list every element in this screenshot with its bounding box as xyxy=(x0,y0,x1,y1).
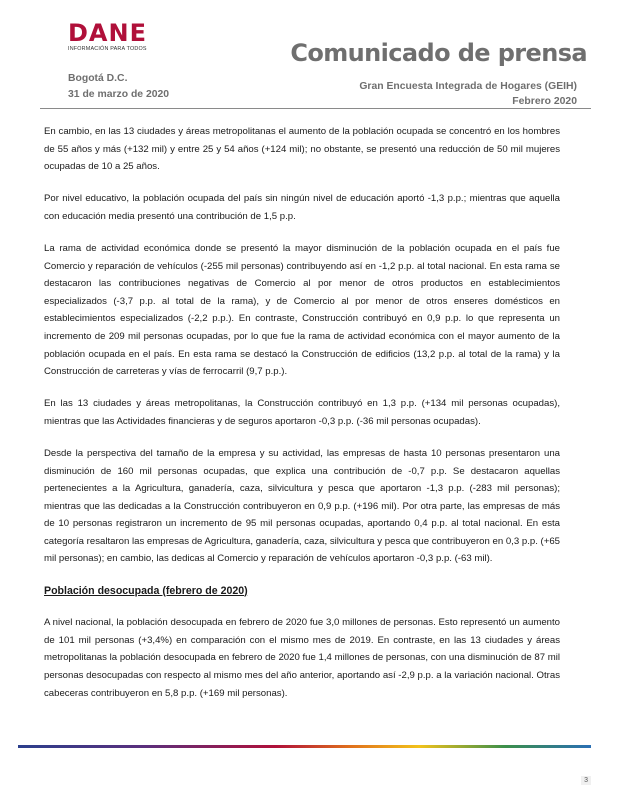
logo-wordmark: DANE xyxy=(68,19,147,47)
header-date: 31 de marzo de 2020 xyxy=(68,89,170,100)
header-divider xyxy=(40,108,591,109)
page-number: 3 xyxy=(581,776,591,785)
footer-color-band xyxy=(18,745,591,748)
body-paragraph: Por nivel educativo, la población ocupada del país sin ningún nivel de educación aportó -1,3 p.p.; mientras que aquella con educación media presentó una contribución de 1,5 p.p. xyxy=(44,193,560,222)
body-paragraph: En cambio, en las 13 ciudades y áreas metropolitanas el aumento de la población ocupada se concentró en los hombres de 55 años y más (+132 mil) y entre 25 y 54 años (+124 mil); no obstante, se presentó una reducción de 50 mil mujeres ocupadas de 10 a 25 años. xyxy=(44,126,560,173)
header-survey: Gran Encuesta Integrada de Hogares (GEIH) xyxy=(359,81,577,92)
body-paragraph: En las 13 ciudades y áreas metropolitanas, la Construcción contribuyó en 1,3 p.p. (+134 mil personas ocupadas), mientras que las Actividades financieras y de seguros aportaron -0,3 p.p. (-36 mil personas ocupadas). xyxy=(44,398,560,427)
header-period: Febrero 2020 xyxy=(512,96,577,107)
body-paragraph: La rama de actividad económica donde se presentó la mayor disminución de la población ocupada en el país fue Comercio y reparación de vehículos (-255 mil personas) contribuyendo así en -1,2 p.p. al total nacional. En esta rama se destacaron las contribuciones negativas de Comercio al por menor de otros productos en establecimientos especializados (-3,7 p.p. al total de la rama), y de Comercio al por menor de otros enseres domésticos en establecimientos especializados (-2,2 p.p.). En contraste, Construcción contribuyó en 0,9 p.p. lo que representa un incremento de 209 mil personas ocupadas, por lo que fue la rama de actividad económica con el mayor aumento de la población ocupada en el país. En esta rama se destacó la Construcción de edificios (13,2 p.p. al total de la rama) y la Construcción de carreteras y vías de ferrocarril (9,7 p.p.). xyxy=(44,242,560,378)
header-meta-right xyxy=(359,79,577,109)
body-paragraph: Desde la perspectiva del tamaño de la empresa y su actividad, las empresas de hasta 10 personas presentaron una disminución de 160 mil personas ocupadas, que explica una contribución de -0,7 p.p. Se destacaron aquellas pertenecientes a la Agricultura, ganadería, caza, silvicultura y pesca que aportaron -1,3 p.p. (-283 mil personas); mientras que las dedicadas a la Construcción contribuyeron en 0,9 p.p. (+196 mil). Por otra parte, las empresas de más de 10 personas registraron un incremento de 95 mil personas ocupadas, aportando 0,4 p.p. al total nacional. En esta categoría resaltaron las empresas de Agricultura, ganadería, caza, silvicultura y pesca que contribuyeron en 0,3 p.p. (+65 mil personas); en cambio, las dedicas al Comercio y reparación de vehículos aportaron -0,3 p.p. (-63 mil). xyxy=(44,447,560,565)
section-heading: Población desocupada (febrero de 2020) xyxy=(44,584,248,597)
document-body xyxy=(44,123,560,717)
body-paragraph: A nivel nacional, la población desocupada en febrero de 2020 fue 3,0 millones de personas. Esto representó un aumento de 101 mil personas (+3,4%) en comparación con el mismo mes de 2019. En contraste, en las 13 ciudades y áreas metropolitanas la población desocupada en febrero de 2020 fue 1,4 millones de personas, con una disminución de 87 mil personas desocupadas con respecto al mismo mes del año anterior, aportando así -2,9 p.p. a la variación nacional. Otras cabeceras contribuyeron en 5,8 p.p. (+169 mil personas). xyxy=(44,617,560,699)
page-title: Comunicado de prensa xyxy=(290,39,587,67)
logo-tagline: INFORMACIÓN PARA TODOS xyxy=(68,46,147,52)
header-city: Bogotá D.C. xyxy=(68,73,128,84)
header-meta-left xyxy=(68,71,169,103)
dane-logo xyxy=(68,20,147,53)
